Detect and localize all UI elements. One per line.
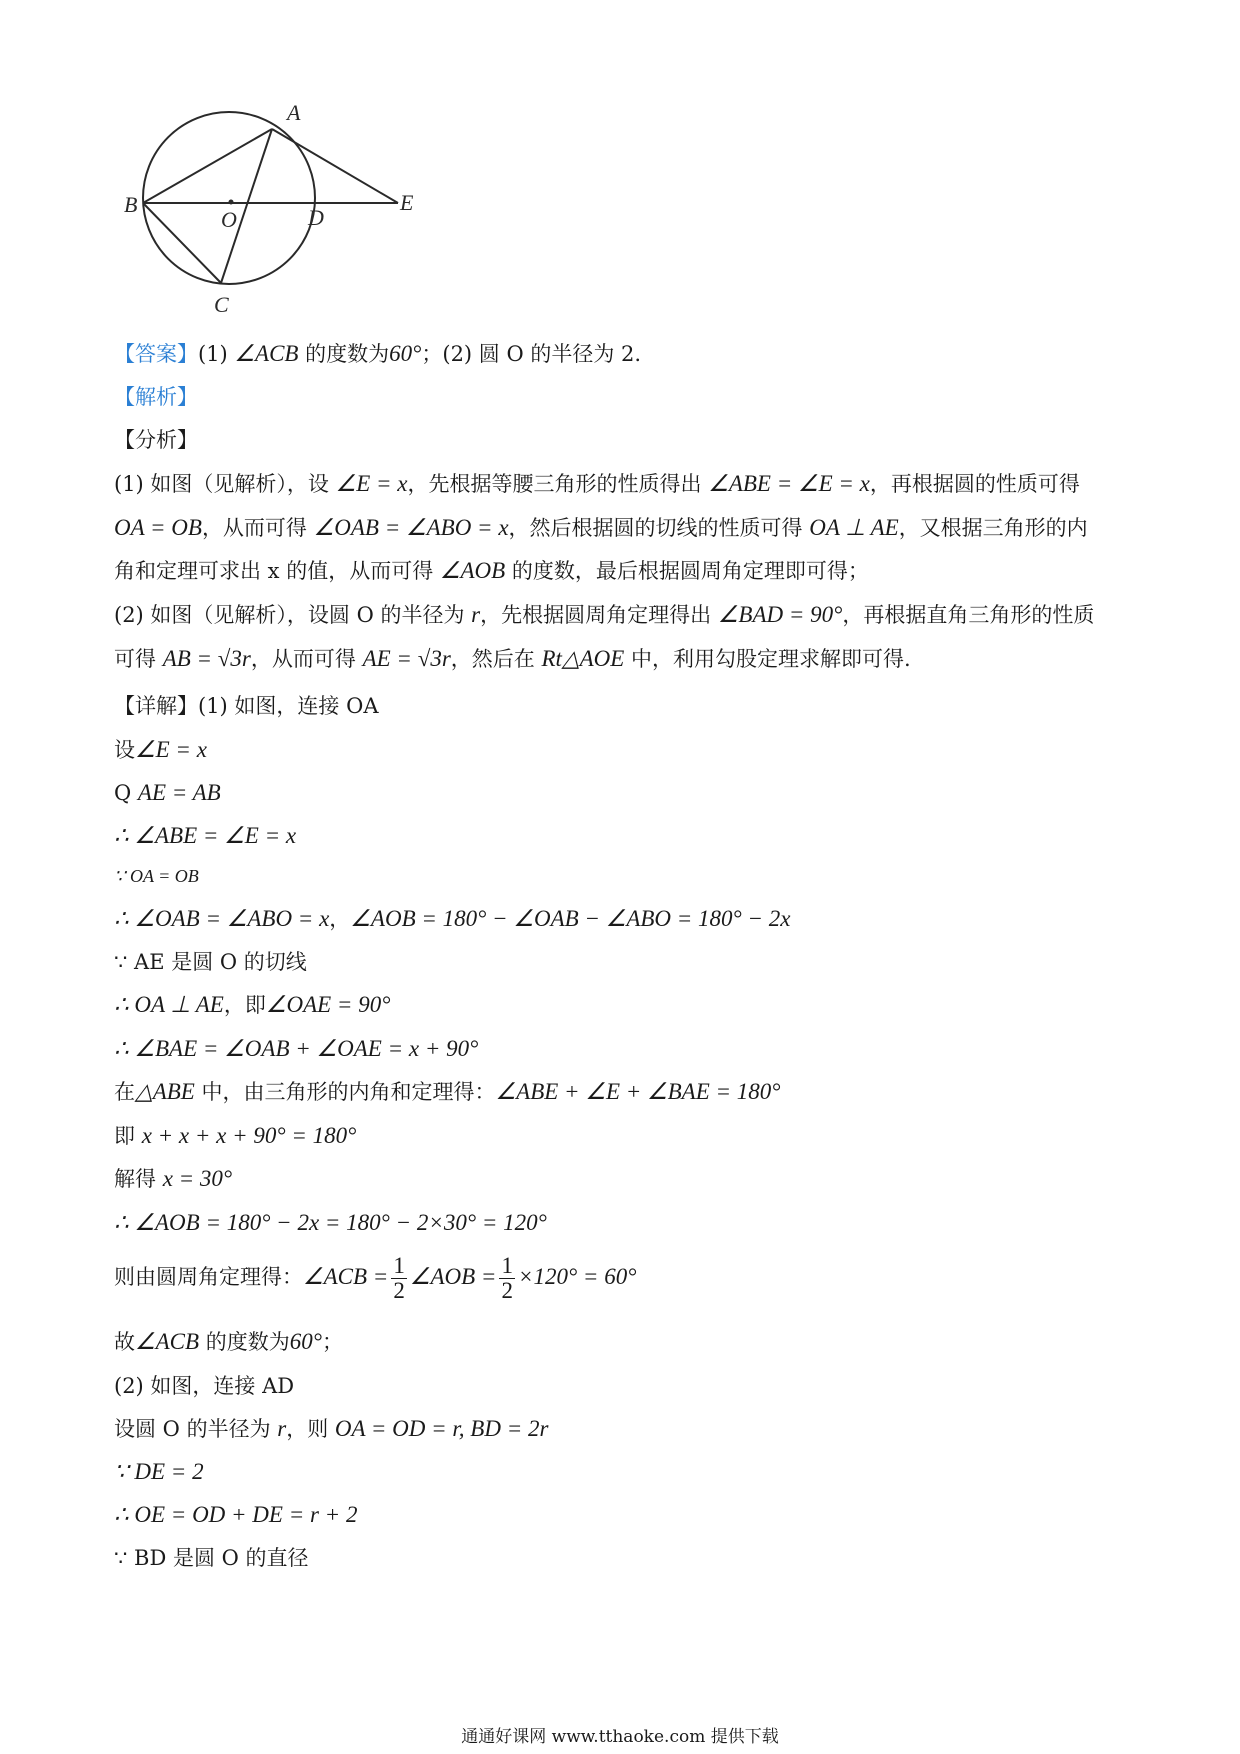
text: ，然后根据圆的切线的性质可得 bbox=[508, 516, 810, 540]
fraction-one-half bbox=[499, 1254, 515, 1303]
math: OA = OB bbox=[114, 515, 202, 540]
math: ∴ OA ⊥ AE bbox=[114, 992, 224, 1017]
text: ，又根据三角形的内 bbox=[898, 516, 1088, 540]
fenxi-line-4 bbox=[114, 601, 1094, 629]
math: ∴ OE = OD + DE = r + 2 bbox=[114, 1502, 358, 1527]
math: Rt△AOE bbox=[541, 646, 625, 671]
math: AB = √3r bbox=[162, 646, 251, 671]
text: 可得 bbox=[114, 647, 163, 671]
segment-ba bbox=[143, 129, 272, 203]
fraction-denominator: 2 bbox=[393, 1278, 405, 1303]
math: ∴ ∠ABE = ∠E = x bbox=[114, 823, 297, 848]
text: ，从而可得 bbox=[201, 516, 314, 540]
text: 角和定理可求出 x 的值，从而可得 bbox=[114, 559, 440, 583]
math: ∠OAB = ∠ABO = x bbox=[313, 515, 509, 540]
text: ，从而可得 bbox=[250, 647, 363, 671]
detail-line-10 bbox=[114, 1078, 781, 1106]
fraction-denominator: 2 bbox=[501, 1278, 513, 1303]
detail-line-17 bbox=[114, 1415, 548, 1443]
text: ，再根据直角三角形的性质 bbox=[842, 603, 1095, 627]
math: ∠OAE = 90° bbox=[265, 992, 391, 1017]
math: ∠BAD = 90° bbox=[717, 602, 843, 627]
math: ∠E = x bbox=[135, 737, 207, 762]
detail-line-3 bbox=[114, 779, 221, 807]
label-c: C bbox=[214, 292, 229, 317]
text: 中，由三角形的内角和定理得： bbox=[194, 1080, 496, 1104]
math: ∴ ∠BAE = ∠OAB + ∠OAE = x + 90° bbox=[114, 1036, 479, 1061]
text: (2) 如图，连接 AD bbox=[114, 1374, 295, 1398]
detail-line-16 bbox=[114, 1372, 294, 1400]
fenxi-line-2 bbox=[114, 514, 1088, 542]
math: ∠ACB bbox=[135, 1329, 200, 1354]
fraction-numerator: 1 bbox=[501, 1253, 513, 1278]
text: ， bbox=[329, 907, 351, 931]
detail-line-1 bbox=[114, 692, 378, 720]
fraction-one-half bbox=[391, 1254, 407, 1303]
math: OA ⊥ AE bbox=[809, 515, 899, 540]
detail-line-18 bbox=[114, 1458, 204, 1486]
center-point bbox=[229, 200, 234, 205]
analysis-tag: 【解析】 bbox=[114, 385, 198, 409]
detail-line-4 bbox=[114, 822, 296, 850]
math: ∠AOB = 180° − ∠OAB − ∠ABO = 180° − 2x bbox=[350, 906, 791, 931]
answer-value: 60° bbox=[389, 341, 422, 366]
geometry-figure bbox=[124, 100, 480, 330]
detail-line-7 bbox=[114, 948, 307, 976]
detail-line-15 bbox=[114, 1328, 343, 1356]
math: ∴ ∠AOB = 180° − 2x = 180° − 2×30° = 120° bbox=[114, 1210, 547, 1235]
math: ∠AOB bbox=[439, 558, 506, 583]
text: ，先根据圆周角定理得出 bbox=[480, 603, 718, 627]
math: x = 30° bbox=[162, 1166, 233, 1191]
detail-line-5 bbox=[114, 862, 199, 891]
math: △ABE bbox=[135, 1079, 195, 1104]
text: ，然后在 bbox=[450, 647, 542, 671]
text: ； bbox=[321, 1330, 343, 1354]
detail-line-14 bbox=[114, 1254, 636, 1303]
math: OA = OD = r, BD = 2r bbox=[334, 1416, 549, 1441]
text: Q bbox=[114, 781, 138, 805]
answer-part1-text: (1) bbox=[198, 342, 235, 366]
text: (2) 如图（见解析），设圆 O 的半径为 bbox=[114, 603, 472, 627]
segment-ae bbox=[272, 129, 398, 203]
footer-source: 通通好课网 www.tthaoke.com 提供下载 bbox=[461, 1727, 779, 1747]
math: ∴ ∠OAB = ∠ABO = x bbox=[114, 906, 330, 931]
math: ∠E = x bbox=[335, 471, 408, 496]
label-e: E bbox=[400, 190, 414, 215]
detail-line-11 bbox=[114, 1122, 356, 1150]
math: AE = √3r bbox=[362, 646, 451, 671]
math: ∠ABE + ∠E + ∠BAE = 180° bbox=[495, 1079, 781, 1104]
text: 设圆 O 的半径为 bbox=[114, 1417, 278, 1441]
text: ∵ AE 是圆 O 的切线 bbox=[114, 950, 307, 974]
answer-angle: ∠ACB bbox=[234, 341, 299, 366]
text: ，即 bbox=[223, 993, 266, 1017]
math: ∠AOB = bbox=[409, 1264, 497, 1289]
detail-line-20 bbox=[114, 1544, 309, 1572]
text: 即 bbox=[114, 1124, 142, 1148]
text: 的度数为 bbox=[199, 1330, 290, 1354]
math: r bbox=[471, 602, 481, 627]
text: 则由圆周角定理得： bbox=[114, 1265, 303, 1289]
text: (1) 如图，连接 OA bbox=[198, 694, 379, 718]
text: 解得 bbox=[114, 1167, 163, 1191]
text: 的度数，最后根据圆周角定理即可得； bbox=[505, 559, 869, 583]
answer-part1-mid: 的度数为 bbox=[298, 342, 390, 366]
text: 中，利用勾股定理求解即可得. bbox=[624, 647, 911, 671]
text: ，则 bbox=[286, 1417, 335, 1441]
math: x + x + x + 90° = 180° bbox=[141, 1123, 357, 1148]
math: ×120° = 60° bbox=[517, 1264, 637, 1289]
detail-line-8 bbox=[114, 991, 390, 1019]
math: ∵ OA = OB bbox=[114, 866, 199, 886]
text: (1) 如图（见解析），设 bbox=[114, 472, 336, 496]
text: ∵ BD 是圆 O 的直径 bbox=[114, 1546, 309, 1570]
detail-line-13 bbox=[114, 1209, 547, 1237]
fenxi-heading bbox=[114, 426, 198, 454]
fenxi-tag: 【分析】 bbox=[114, 428, 198, 452]
text: 故 bbox=[114, 1330, 135, 1354]
math: ∠ABE = ∠E = x bbox=[708, 471, 870, 496]
detail-line-19 bbox=[114, 1501, 357, 1529]
detail-line-12 bbox=[114, 1165, 232, 1193]
math: AE = AB bbox=[137, 780, 221, 805]
math: ∵ DE = 2 bbox=[114, 1459, 204, 1484]
math: ∠ACB = bbox=[303, 1264, 389, 1289]
detail-line-2 bbox=[114, 736, 207, 764]
text: ，先根据等腰三角形的性质得出 bbox=[407, 472, 709, 496]
fenxi-line-1 bbox=[114, 470, 1080, 498]
label-a: A bbox=[287, 100, 301, 125]
fraction-numerator: 1 bbox=[393, 1253, 405, 1278]
answer-tag: 【答案】 bbox=[114, 342, 198, 366]
fenxi-line-5 bbox=[114, 645, 911, 673]
answer-line bbox=[114, 340, 641, 368]
label-b: B bbox=[124, 192, 138, 217]
text: 设 bbox=[114, 738, 135, 762]
math: r bbox=[277, 1416, 287, 1441]
detail-tag: 【详解】 bbox=[114, 694, 198, 718]
label-d: D bbox=[308, 205, 324, 230]
analysis-heading bbox=[114, 383, 198, 411]
segment-ac bbox=[221, 129, 272, 283]
answer-part2-text: ；(2) 圆 O 的半径为 2. bbox=[421, 342, 642, 366]
math: 60° bbox=[289, 1329, 322, 1354]
label-o: O bbox=[221, 207, 237, 232]
detail-line-9 bbox=[114, 1035, 478, 1063]
text: 在 bbox=[114, 1080, 135, 1104]
text: ，再根据圆的性质可得 bbox=[869, 472, 1080, 496]
fenxi-line-3 bbox=[114, 557, 869, 585]
detail-line-6 bbox=[114, 905, 791, 933]
